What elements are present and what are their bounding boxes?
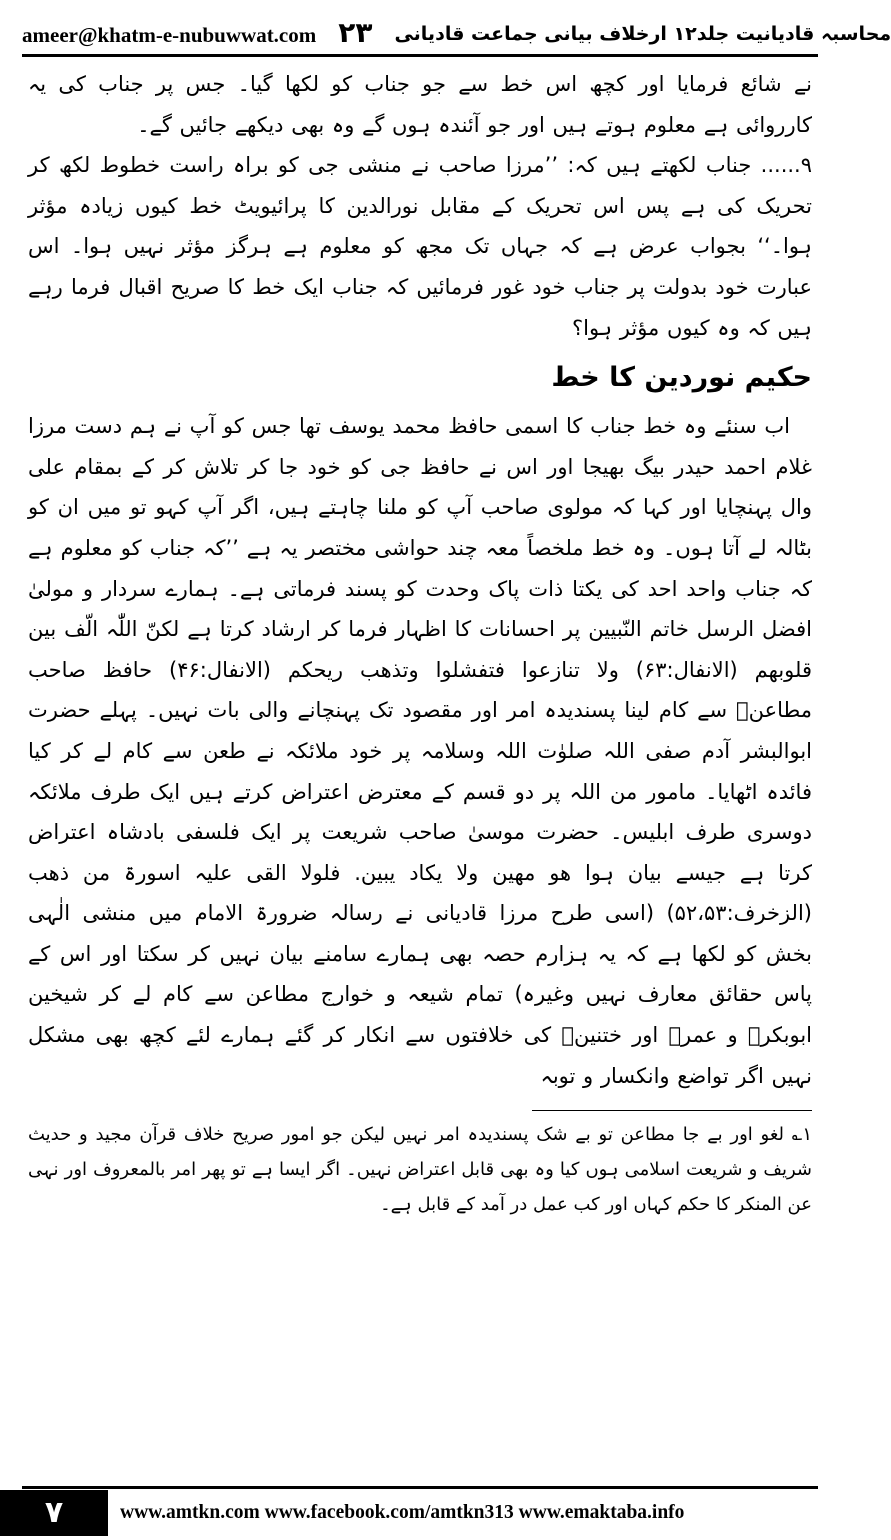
sheet-number-box	[0, 1490, 108, 1536]
footnote-divider	[532, 1110, 812, 1111]
page-footer	[0, 1486, 840, 1540]
section-heading: حکیم نوردین کا خط	[551, 362, 812, 394]
page-body	[28, 64, 812, 1420]
footer-divider	[22, 1486, 818, 1489]
footnote: ۱؎ لغو اور بے جا مطاعن تو بے شک پسندیدہ امر نہیں لیکن جو امور صریح خلاف قرآن مجید و حدیث شریف و شریعت اسلامی ہوں کیا وہ بھی قابل اعتراض نہیں۔ اگر ایسا ہے تو پھر امر بالمعروف اور نہی عن المنکر کا حکم کہاں اور کب عمل در آمد کے قابل ہے۔	[28, 1124, 812, 1216]
running-title: محاسبہ قادیانیت جلد۱۲ ارخلاف بیانی جماعت قادیانی	[394, 23, 891, 45]
paragraph-point-9: ۹...... جناب لکھتے ہیں کہ: ’’مرزا صاحب نے منشی جی کو براہ راست خطوط لکھ کر تحریک کی ہے پس اس تحریک کے مقابل نورالدین کا پرائیویٹ خط کیوں زیادہ مؤثر ہوا۔‘‘ بجواب عرض ہے کہ جہاں تک مجھ کو معلوم ہے ہرگز مؤثر نہیں ہوا۔ اس عبارت خود بدولت پر جناب خود غور فرمائیں کہ جناب ایک خط کا صریح اقبال فرما رہے ہیں کہ وہ کیوں مؤثر ہوا؟	[28, 153, 812, 340]
header-divider	[22, 54, 818, 57]
header-email: ameer@khatm-e-nubuwwat.com	[22, 23, 317, 47]
page-header	[22, 10, 891, 50]
paragraph-continuation: نے شائع فرمایا اور کچھ اس خط سے جو جناب کو لکھا گیا۔ جس پر جناب کی یہ کارروائی ہے معلوم ہوتے ہیں اور جو آئندہ ہوں گے وہ بھی دیکھے جائیں گے۔	[28, 72, 812, 137]
paragraph-letter: اب سنئے وہ خط جناب کا اسمی حافظ محمد یوسف تھا جس کو آپ نے ہم دست مرزا غلام احمد حیدر بیگ بھیجا اور اس نے حافظ جی کو خود جا کر تلاش کر کے بمقام علی وال پہنچایا اور کہا کہ مولوی صاحب آپ کو ملنا چاہتے ہیں، اگر آپ کہو تو میں ان کو بٹالہ لے آتا ہوں۔ وہ خط ملخصاً معہ چند حواشی مختصر یہ ہے ’’کہ جناب کو معلوم ہے کہ جناب واحد احد کی یکتا ذات پاک وحدت کو پسند فرماتی ہے۔ ہمارے سردار و مولیٰ افضل الرسل خاتم النّبیین پر احسانات کا اظہار فرما کر ارشاد کرتا ہے لکنّ اللّٰہ الّف بین قلوبھم (الانفال:۶۳) ولا تنازعوا فتفشلوا وتذھب ریحکم (الانفال:۴۶) حافظ صاحب مطاعنؔ سے کام لینا پسندیدہ امر اور مقصود تک پہنچانے والی بات نہیں۔ پہلے حضرت ابوالبشر آدم صفی اللہ صلوٰت اللہ وسلامہ پر خود ملائکہ نے طعن سے کام لے کر کیا فائدہ اٹھایا۔ مامور من اللہ پر دو قسم کے معترض اعتراض کرتے ہیں ایک طرف ملائکہ دوسری طرف ابلیس۔ حضرت موسیٰ صاحب شریعت پر ایک فلسفی بادشاہ اعتراض کرتا ہے جیسے بیان ہوا ھو مھین ولا یکاد یبین. فلولا القی علیہ اسورۃ من ذھب (الزخرف:۵۲،۵۳) (اسی طرح مرزا قادیانی نے رسالہ ضرورۃ الامام میں منشی الٰہی بخش کو لکھا ہے کہ یہ ہزارم حصہ بھی ہمارے سامنے بیان نہیں کر سکتا اور اس کے پاس حقائق معارف نہیں وغیرہ) تمام شیعہ و خوارج مطاعن سے کام لے کر شیخین ابوبکرؓ و عمرؓ اور ختنینؓ کی خلافتوں سے انکار کر گئے ہمارے لئے کچھ بھی مشکل نہیں اگر تواضع وانکسار و توبہ	[28, 414, 813, 1088]
footer-websites: www.amtkn.com www.facebook.com/amtkn313 www.emaktaba.info	[120, 1502, 685, 1523]
page-number: ۲۳	[338, 16, 373, 49]
sheet-number: ۷	[44, 1495, 64, 1530]
